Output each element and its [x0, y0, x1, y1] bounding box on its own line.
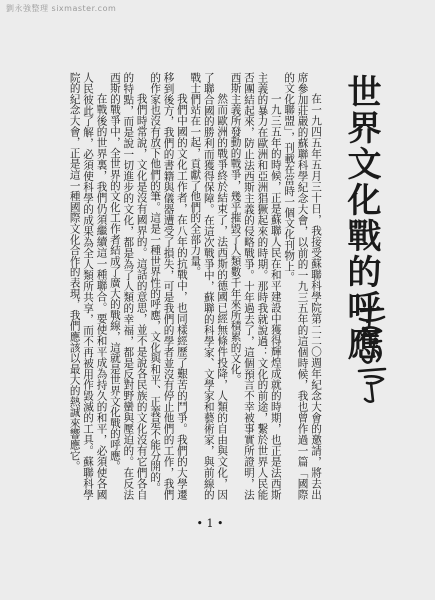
paragraph: 在一九四五年五月三十日，我接受蘇聯科學院第二二〇週年紀念大會的邀請，將去出席參加莊嚴的蘇聯科學紀念大會，以前的一九三五年的這個時候，我也曾作過一篇「國際的文化聯盟」，刊載在當時一個文化刊物上。 [283, 72, 322, 500]
paragraph: 然而歐洲的戰爭終於結束了，法西斯的德國已經無條件投降，人類的自由與文化，因了聯合國的勝利而獲得保障。在這次戰爭中，蘇聯的科學家、文學家和藝術家，與前線的戰士們站在一起，貢獻了他們的全部力量。 [189, 72, 229, 500]
paragraph: 在戰後的世界裏，我們仍須繼續這一種聯合。要使和平成為持久的和平，必須使各國人民彼此了解，必須使科學的成果為全人類所共享，而不再被用作毀滅的工具。蘇聯科學院的紀念大會，正是這一種國際文化合作的表現，我們應該以最大的熱誠來響應它。 [68, 72, 108, 500]
page-title: 世界文化戰的呼應 [341, 74, 381, 362]
paragraph: 一九三五年的時候，正是蘇聯人民在和平建設中獲得輝煌成就的時期，也正是法西斯主義的暴力在歐洲和亞洲猖獗起來的時期。那時我就說過：文化的前途，繫於世界人民能否團結起來，防止法西斯主義的侵略戰爭。十年過去了，這個預言不幸被事實所證明，法西斯主義所發動的戰爭，幾乎摧毀了人類數千年來所積累的文化。 [229, 72, 282, 500]
signature [353, 305, 393, 405]
page-number: • 1 • [196, 517, 224, 530]
paragraph: 我們中國的文化工作者，在八年的抗戰中，也同樣經歷了艱苦的鬥爭。我們的大學遷移到後方，我們的書籍與儀器遭受了損失，可是我們的學者並沒有停止他們的工作，我們的作家也沒有放下他們的筆。這是一種世界性的呼應，文化與和平、正義是不能分開的。 [149, 72, 188, 500]
body-text [68, 72, 322, 500]
paragraph: 我們時常說，文化是沒有國界的。這話的意思，並不是說各民族的文化沒有它們各自的特點，而是說一切進步的文化，都是為了人類的幸福，都是反對野蠻與壓迫的。在反法西斯的戰爭中，全世界的文化工作者結成了廣大的戰線，這就是世界文化戰的呼應。 [108, 72, 148, 500]
watermark: 劉永強整理 sixmaster.com [6, 4, 117, 13]
